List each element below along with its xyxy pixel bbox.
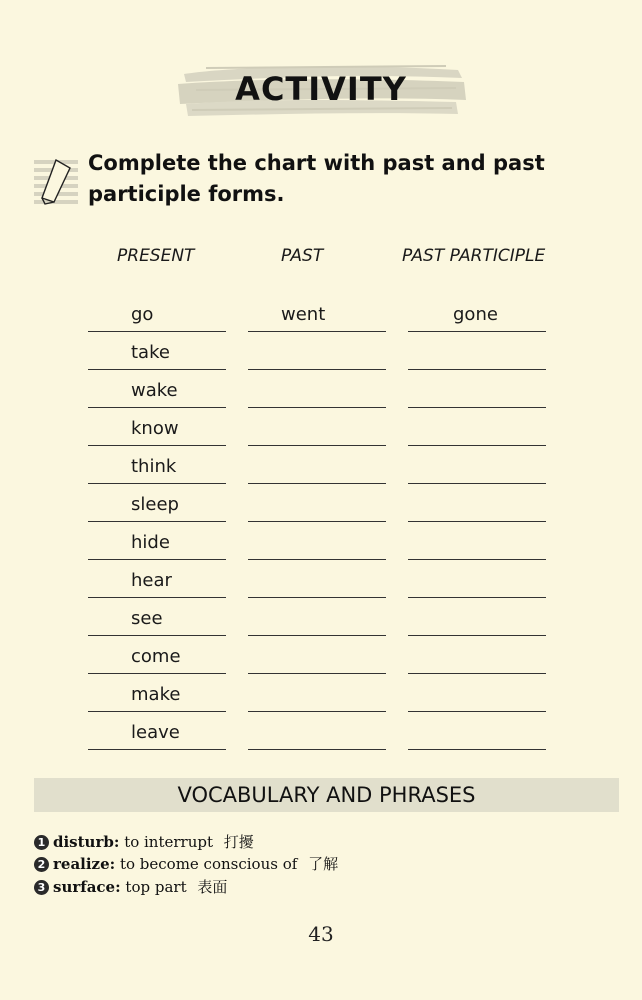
answer-line: [408, 331, 546, 332]
column-header-past-participle: PAST PARTICIPLE: [402, 246, 546, 266]
answer-line: [88, 331, 226, 332]
answer-line: [248, 711, 386, 712]
number-badge: 3: [34, 880, 49, 895]
vocabulary-item: [34, 853, 338, 874]
answer-line: [408, 711, 546, 712]
answer-line: [88, 635, 226, 636]
answer-line: [248, 635, 386, 636]
answer-line: [408, 483, 546, 484]
vocabulary-word: disturb:: [53, 833, 120, 851]
column-header-present: PRESENT: [117, 246, 195, 266]
past-participle-form: gone: [453, 304, 498, 325]
answer-line: [88, 711, 226, 712]
chart-row: [0, 451, 642, 489]
activity-title-block: [176, 60, 466, 122]
vocabulary-word: realize:: [53, 855, 116, 873]
present-form: hide: [131, 532, 170, 553]
answer-line: [88, 559, 226, 560]
chart-row: [0, 565, 642, 603]
answer-line: [88, 445, 226, 446]
chart-row: [0, 375, 642, 413]
chart-row: [0, 527, 642, 565]
present-form: hear: [131, 570, 172, 591]
present-form: think: [131, 456, 177, 477]
present-form: know: [131, 418, 179, 439]
vocabulary-definition: to become conscious of: [119, 855, 298, 873]
answer-line: [248, 559, 386, 560]
vocabulary-definition: top part: [125, 878, 187, 896]
answer-line: [408, 749, 546, 750]
instruction-text: Complete the chart with past and past participle forms.: [88, 151, 545, 206]
column-header-past: PAST: [281, 246, 324, 266]
answer-line: [248, 483, 386, 484]
vocabulary-item: [34, 831, 254, 852]
present-form: sleep: [131, 494, 179, 515]
answer-line: [88, 483, 226, 484]
answer-line: [248, 445, 386, 446]
chart-row: [0, 413, 642, 451]
present-form: come: [131, 646, 181, 667]
answer-line: [408, 445, 546, 446]
answer-line: [408, 559, 546, 560]
present-form: leave: [131, 722, 180, 743]
answer-line: [408, 635, 546, 636]
answer-line: [248, 521, 386, 522]
vocabulary-chinese: 了解: [308, 855, 339, 873]
page-number: 43: [308, 922, 334, 946]
vocabulary-definition: to interrupt: [124, 833, 214, 851]
answer-line: [408, 407, 546, 408]
vocabulary-heading: VOCABULARY AND PHRASES: [177, 783, 476, 807]
answer-line: [248, 407, 386, 408]
answer-line: [88, 407, 226, 408]
answer-line: [408, 673, 546, 674]
answer-line: [408, 369, 546, 370]
page-title: ACTIVITY: [235, 70, 407, 108]
answer-line: [248, 331, 386, 332]
answer-line: [248, 597, 386, 598]
answer-line: [248, 749, 386, 750]
present-form: make: [131, 684, 181, 705]
chart-row: [0, 603, 642, 641]
number-badge: 2: [34, 857, 49, 872]
past-form: went: [281, 304, 326, 325]
chart-row: [0, 717, 642, 755]
chart-row: [0, 299, 642, 337]
present-form: see: [131, 608, 163, 629]
answer-line: [88, 673, 226, 674]
answer-line: [408, 597, 546, 598]
vocabulary-banner: [34, 778, 619, 812]
present-form: take: [131, 342, 170, 363]
chart-row: [0, 641, 642, 679]
vocabulary-word: surface:: [53, 878, 121, 896]
pencil-icon: [34, 158, 78, 206]
vocabulary-chinese: 表面: [197, 878, 228, 896]
chart-row: [0, 489, 642, 527]
chart-row: [0, 337, 642, 375]
present-form: wake: [131, 380, 178, 401]
present-form: go: [131, 304, 154, 325]
answer-line: [408, 521, 546, 522]
vocabulary-chinese: 打擾: [223, 833, 254, 851]
number-badge: 1: [34, 835, 49, 850]
answer-line: [88, 369, 226, 370]
vocabulary-item: [34, 876, 227, 897]
answer-line: [248, 673, 386, 674]
answer-line: [88, 749, 226, 750]
answer-line: [248, 369, 386, 370]
answer-line: [88, 597, 226, 598]
chart-row: [0, 679, 642, 717]
answer-line: [88, 521, 226, 522]
